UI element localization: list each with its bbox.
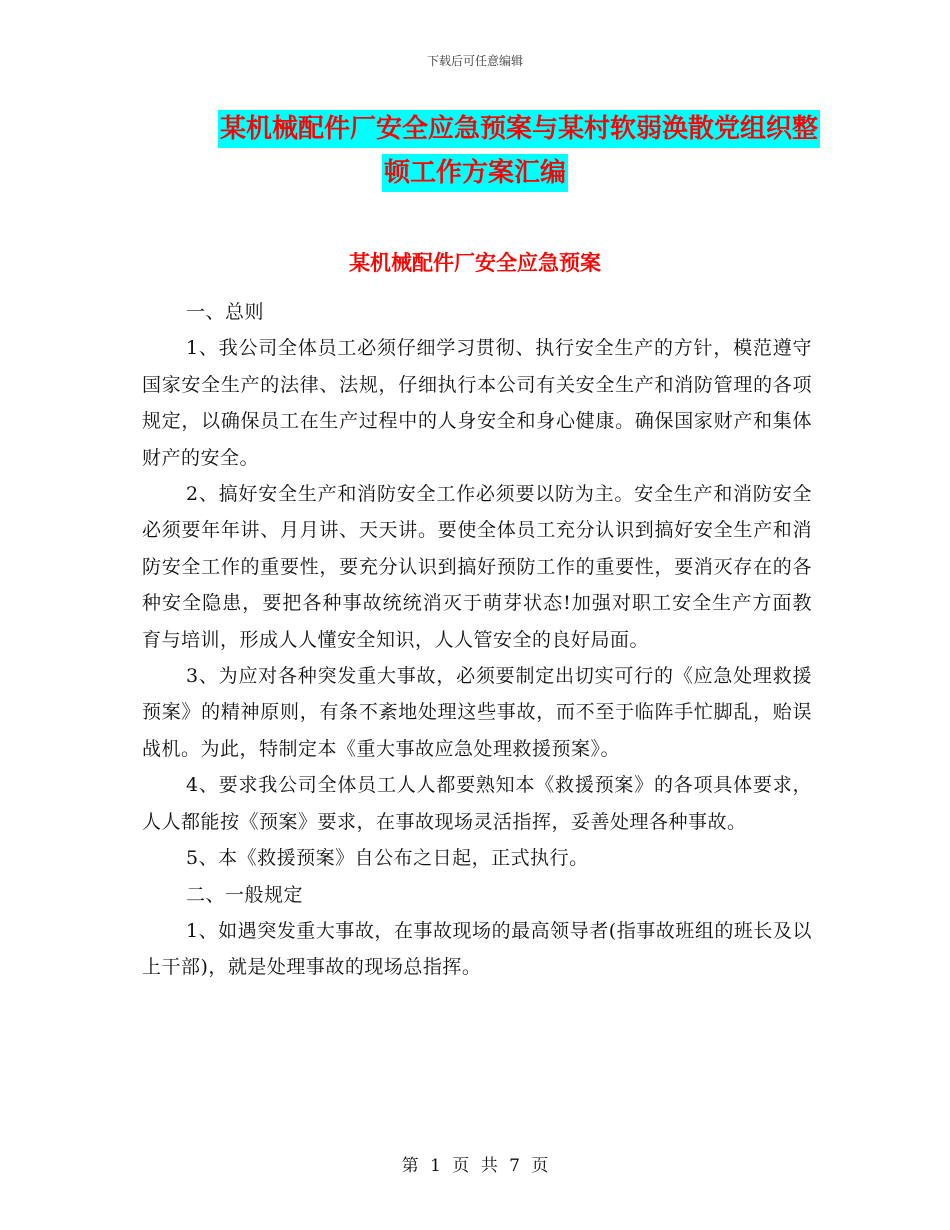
main-title-line2 [0,154,950,192]
paragraph: 1、如遇突发重大事故，在事故现场的最高领导者(指事故班组的班长及以上干部)，就是处理事故的现场总指挥。 [142,919,812,979]
paragraph: 4、要求我公司全体员工人人都要熟知本《救援预案》的各项具体要求，人人都能按《预案》要求，在事故现场灵活指挥，妥善处理各种事故。 [142,774,812,833]
paragraph: 1、我公司全体员工必须仔细学习贯彻、执行安全生产的方针，模范遵守国家安全生产的法律、法规，仔细执行本公司有关安全生产和消防管理的各项规定，以确保员工在生产过程中的人身安全和身心健康。确保国家财产和集体财产的安全。 [142,337,812,469]
paragraph: 2、搞好安全生产和消防安全工作必须要以防为主。安全生产和消防安全必须要年年讲、月月讲、天天讲。要使全体员工充分认识到搞好安全生产和消防安全工作的重要性，要充分认识到搞好预防工作的重要性，要消灭存在的各种安全隐患，要把各种事故统统消灭于萌芽状态!加强对职工安全生产方面教育与培训，形成人人懂安全知识，人人管安全的良好局面。 [142,483,812,651]
page-number-footer: 第 1 页 共 7 页 [401,1156,549,1176]
section-title: 某机械配件厂安全应急预案 [349,250,601,275]
header-note: 下载后可任意编辑 [426,54,523,68]
main-title-line2-text: 顿工作方案汇编 [382,154,568,192]
main-title-line1 [44,110,950,148]
heading-general-principles: 一、总则 [186,301,265,323]
heading-general-rules: 二、一般规定 [186,883,304,906]
paragraph: 3、为应对各种突发重大事故，必须要制定出切实可行的《应急处理救援预案》的精神原则，有条不紊地处理这些事故，而不至于临阵手忙脚乱，贻误战机。为此，特制定本《重大事故应急处理救援预案》。 [142,665,812,760]
main-title-line1-text: 某机械配件厂安全应急预案与某村软弱涣散党组织整 [218,110,820,148]
document-body [142,294,812,986]
paragraph: 5、本《救援预案》自公布之日起，正式执行。 [186,847,589,870]
